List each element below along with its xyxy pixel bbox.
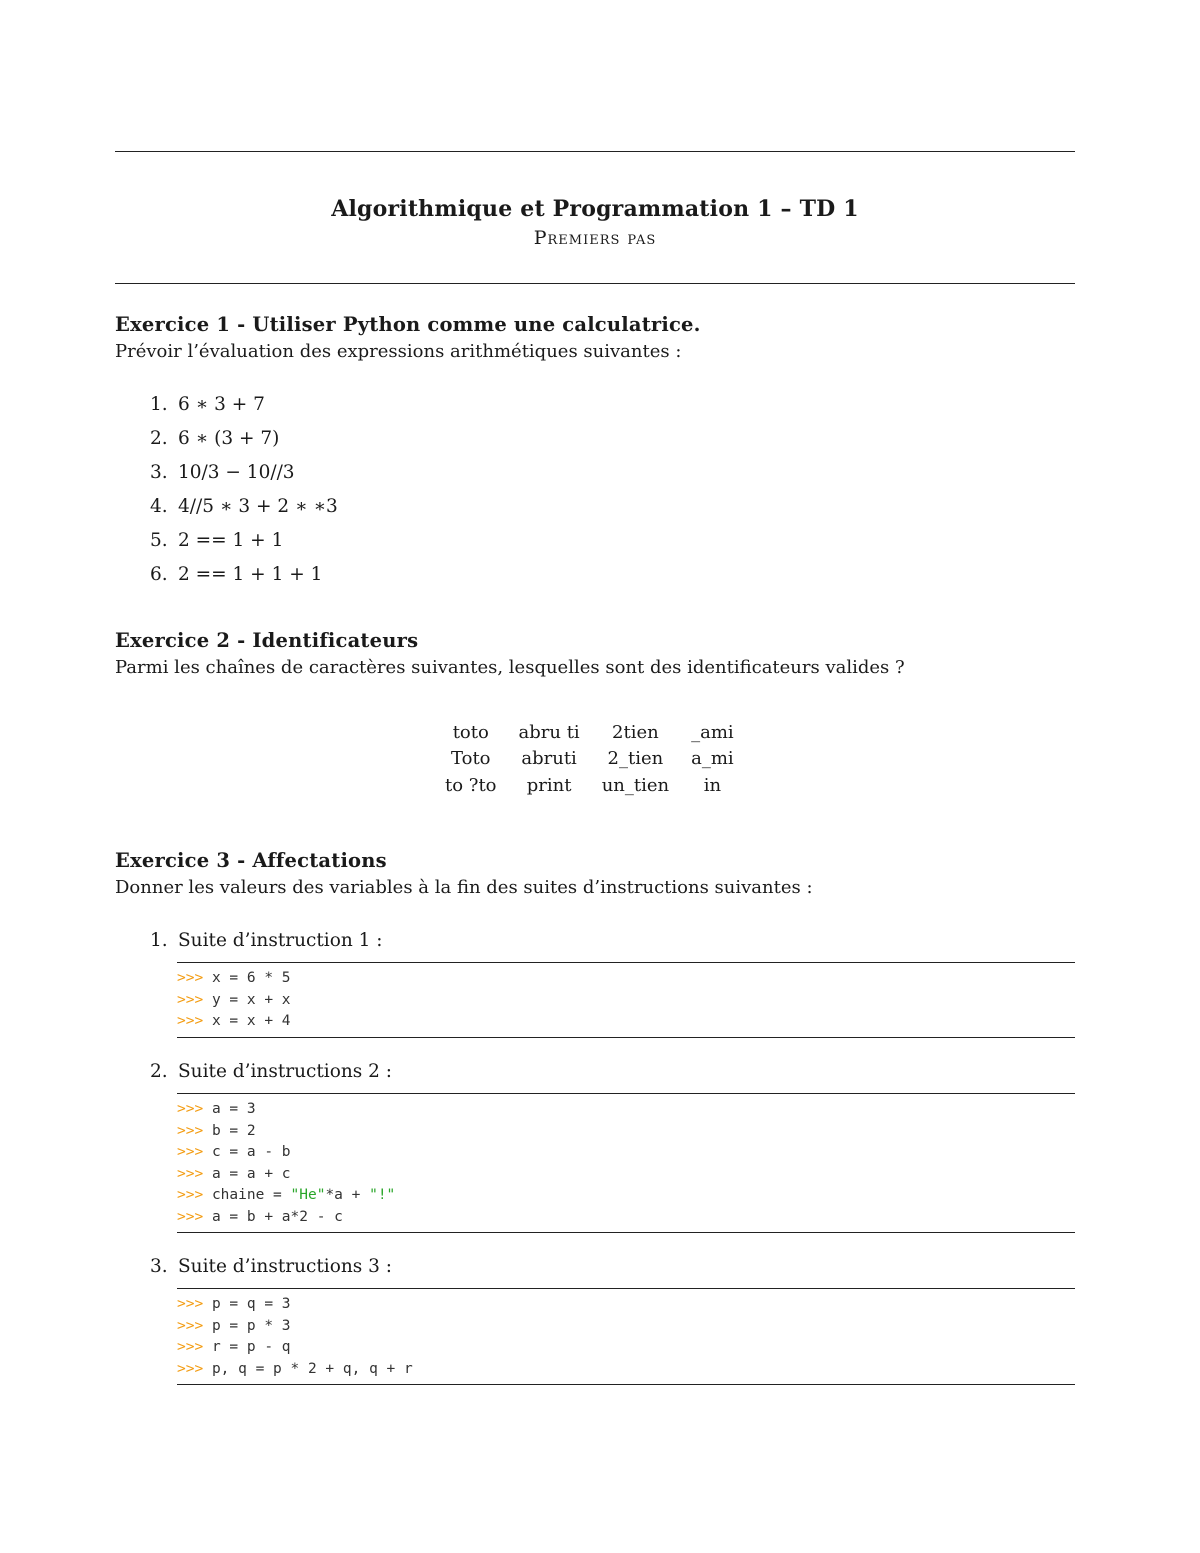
expression-item — [150, 428, 279, 449]
code-text-highlighted — [212, 1187, 395, 1203]
code-text: a = a + c — [211, 1165, 291, 1182]
code-text: p = p * 3 — [211, 1317, 291, 1334]
suite-label: Suite d’instruction 1 : — [178, 930, 383, 951]
item-number: 6. — [150, 564, 168, 585]
code-line — [177, 990, 1075, 1012]
exercise-1-intro: Prévoir l’évaluation des expressions arithmétiques suivantes : — [115, 341, 682, 362]
prompt: >>> — [177, 970, 204, 986]
prompt: >>> — [177, 1339, 204, 1355]
suite-1-label — [150, 930, 383, 951]
item-number: 3. — [150, 1256, 168, 1277]
table-cell: abruti — [521, 748, 577, 770]
exercise-3-intro: Donner les valeurs des variables à la fin des suites d’instructions suivantes : — [115, 877, 813, 898]
table-cell: toto — [452, 721, 489, 743]
code-text: y = x + x — [211, 991, 291, 1008]
code-text: p = q = 3 — [211, 1296, 291, 1312]
code-text: c = a - b — [211, 1144, 291, 1160]
item-number: 2. — [150, 1061, 168, 1082]
code-text: x = x + 4 — [211, 1013, 291, 1029]
expression-item — [150, 394, 265, 415]
table-row — [434, 746, 745, 773]
code-line-string — [177, 1185, 1075, 1207]
expression-item — [150, 496, 338, 517]
code-line — [177, 968, 1075, 990]
code-text: a = b + a*2 - c — [211, 1208, 343, 1225]
code-text: x = 6 * 5 — [211, 970, 291, 986]
table-row — [434, 772, 745, 799]
expression: 2 == 1 + 1 + 1 — [178, 564, 323, 585]
expression-item — [150, 530, 283, 551]
table-cell: a_mi — [691, 748, 734, 770]
top-rule — [115, 151, 1075, 152]
expression: 4//5 ∗ 3 + 2 ∗ ∗3 — [178, 496, 338, 517]
item-number: 1. — [150, 394, 168, 415]
prompt: >>> — [177, 1208, 204, 1225]
prompt: >>> — [177, 1013, 204, 1029]
code-fragment: *a + — [325, 1187, 370, 1203]
suite-label: Suite d’instructions 3 : — [178, 1256, 393, 1277]
prompt: >>> — [177, 1144, 204, 1160]
exercise-2-intro: Parmi les chaînes de caractères suivantes, lesquelles sont des identificateurs valides ? — [115, 657, 905, 678]
prompt: >>> — [177, 1317, 204, 1334]
code-line — [177, 1207, 1075, 1229]
expression-item — [150, 462, 295, 483]
code-line — [177, 1359, 1075, 1381]
code-text: b = 2 — [211, 1122, 256, 1139]
expression: 6 ∗ (3 + 7) — [178, 428, 280, 449]
code-line — [177, 1164, 1075, 1186]
item-number: 1. — [150, 930, 168, 951]
header-bottom-rule — [115, 283, 1075, 284]
suite-3-label — [150, 1256, 392, 1277]
expression: 2 == 1 + 1 — [178, 530, 284, 551]
table-cell: in — [703, 774, 722, 796]
exercise-1-heading: Exercice 1 - Utiliser Python comme une calculatrice. — [115, 313, 701, 336]
table-cell: abru ti — [518, 721, 580, 743]
expression-item — [150, 564, 322, 585]
table-cell: 2_tien — [607, 748, 664, 770]
prompt: >>> — [177, 1165, 204, 1182]
table-cell: un_tien — [601, 774, 670, 796]
code-text: r = p - q — [211, 1339, 291, 1355]
prompt: >>> — [177, 1296, 204, 1312]
suite-2-label — [150, 1061, 392, 1082]
prompt: >>> — [177, 1101, 204, 1117]
page-title: Algorithmique et Programmation 1 – TD 1 — [331, 196, 859, 222]
string-literal: "He" — [290, 1187, 326, 1203]
table-cell: 2tien — [612, 721, 659, 743]
prompt: >>> — [177, 1360, 204, 1377]
code-block-3 — [177, 1288, 1075, 1385]
item-number: 4. — [150, 496, 168, 517]
suite-label: Suite d’instructions 2 : — [178, 1061, 393, 1082]
table-cell: _ami — [691, 721, 734, 743]
code-line — [177, 1099, 1075, 1121]
code-line — [177, 1142, 1075, 1164]
code-line — [177, 1337, 1075, 1359]
expression: 6 ∗ 3 + 7 — [178, 394, 265, 415]
code-line — [177, 1011, 1075, 1033]
exercise-3-heading: Exercice 3 - Affectations — [115, 849, 387, 872]
item-number: 3. — [150, 462, 168, 483]
code-line — [177, 1316, 1075, 1338]
string-literal: "!" — [369, 1187, 396, 1203]
table-cell: Toto — [451, 748, 491, 770]
table-row — [434, 719, 745, 746]
prompt: >>> — [177, 1187, 204, 1203]
prompt: >>> — [177, 991, 204, 1008]
page-subtitle: Premiers pas — [533, 227, 657, 249]
code-block-2 — [177, 1093, 1075, 1233]
item-number: 2. — [150, 428, 168, 449]
code-text: a = 3 — [211, 1101, 256, 1117]
code-text: p, q = p * 2 + q, q + r — [211, 1360, 413, 1377]
code-line — [177, 1121, 1075, 1143]
identifiers-table — [434, 719, 745, 799]
table-cell: to ?to — [445, 774, 497, 796]
code-fragment: chaine = — [211, 1187, 291, 1203]
expression: 10/3 − 10//3 — [178, 462, 295, 483]
code-line — [177, 1294, 1075, 1316]
table-cell: print — [526, 774, 572, 796]
item-number: 5. — [150, 530, 168, 551]
code-block-1 — [177, 962, 1075, 1038]
exercise-2-heading: Exercice 2 - Identificateurs — [115, 629, 419, 652]
prompt: >>> — [177, 1122, 204, 1139]
